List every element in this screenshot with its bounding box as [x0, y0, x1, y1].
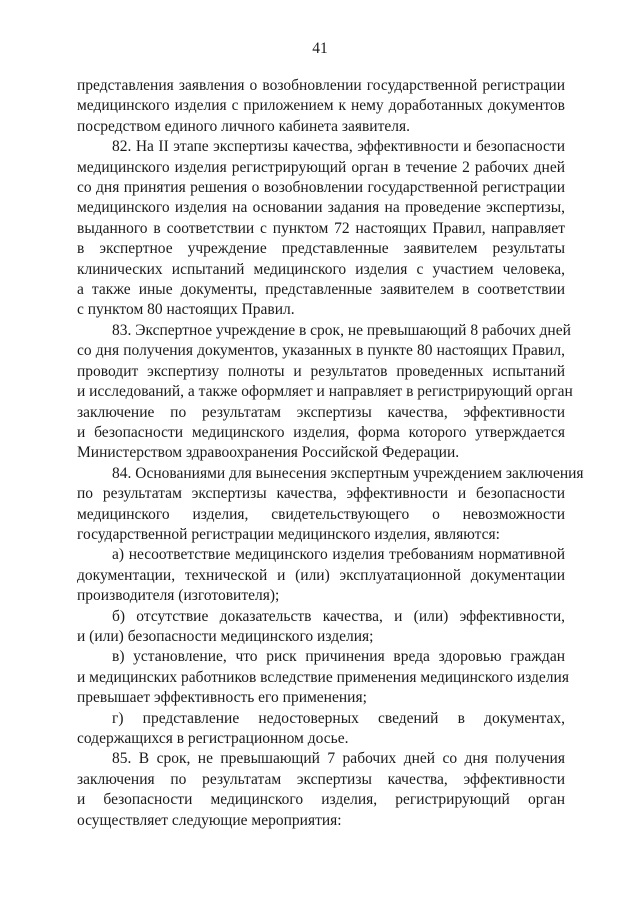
text-line: осуществляет следующие мероприятия: — [77, 811, 342, 829]
text-line: в экспертное учреждение представленные заявителем результаты — [77, 240, 565, 258]
text-line: и исследований, а также оформляет и направляет в регистрирующий орган — [77, 383, 573, 401]
document-body — [77, 76, 584, 831]
text-line: а также иные документы, представленные заявителем в соответствии — [77, 281, 565, 299]
text-line: 84. Основаниями для вынесения экспертным учреждением заключения — [112, 464, 584, 482]
text-line: производителя (изготовителя); — [77, 587, 280, 605]
paragraph-continuation — [77, 76, 565, 137]
text-line: и медицинских работников вследствие применения медицинского изделия — [77, 668, 569, 686]
text-line: медицинского изделия, свидетельствующего о невозможности — [77, 505, 565, 523]
paragraph-82 — [77, 137, 565, 321]
text-line: медицинского изделия с приложением к нему доработанных документов — [77, 97, 565, 115]
text-line: 83. Экспертное учреждение в срок, не превышающий 8 рабочих дней — [112, 321, 571, 339]
text-line: Министерством здравоохранения Российской Федерации. — [77, 444, 460, 462]
text-line: и безопасности медицинского изделия, регистрирующий орган — [77, 791, 565, 809]
text-line: медицинского изделия регистрирующий орган в течение 2 рабочих дней — [77, 158, 565, 176]
text-line: заключения по результатам экспертизы качества, эффективности — [77, 770, 565, 788]
text-line: посредством единого личного кабинета заявителя. — [77, 117, 410, 135]
text-line: б) отсутствие доказательств качества, и (или) эффективности, — [112, 607, 565, 625]
text-line: и (или) безопасности медицинского изделия; — [77, 627, 374, 645]
text-line: проводит экспертизу полноты и результатов проведенных испытаний — [77, 362, 565, 380]
text-line: медицинского изделия на основании задания на проведение экспертизы, — [77, 199, 565, 217]
text-line: по результатам экспертизы качества, эффективности и безопасности — [77, 485, 565, 503]
text-line: представления заявления о возобновлении государственной регистрации — [77, 77, 565, 94]
text-line: с пунктом 80 настоящих Правил. — [77, 301, 295, 319]
text-line: 85. В срок, не превышающий 7 рабочих дней со дня получения — [112, 750, 565, 768]
paragraph-84 — [77, 464, 584, 546]
text-line: клинических испытаний медицинского изделия с участием человека, — [77, 260, 565, 278]
text-line: выданного в соответствии с пунктом 72 настоящих Правил, направляет — [77, 219, 565, 237]
list-item-v — [77, 647, 569, 708]
text-line: документации, технической и (или) эксплуатационной документации — [77, 566, 565, 584]
text-line: 82. На II этапе экспертизы качества, эффективности и безопасности — [112, 138, 565, 156]
list-item-a — [77, 545, 565, 606]
text-line: в) установление, что риск причинения вреда здоровью граждан — [112, 648, 565, 666]
text-line: со дня получения документов, указанных в пункте 80 настоящих Правил, — [77, 342, 565, 360]
paragraph-83 — [77, 321, 573, 464]
text-line: а) несоответствие медицинского изделия требованиям нормативной — [112, 546, 565, 564]
text-line: и безопасности медицинского изделия, форма которого утверждается — [77, 423, 565, 441]
list-item-b — [77, 607, 565, 648]
text-line: заключение по результатам экспертизы качества, эффективности — [77, 403, 565, 421]
page-number: 41 — [312, 40, 328, 57]
text-line: государственной регистрации медицинского изделия, являются: — [77, 525, 500, 543]
text-line: г) представление недостоверных сведений в документах, — [112, 709, 565, 727]
list-item-g — [77, 709, 565, 750]
text-line: содержащихся в регистрационном досье. — [77, 730, 349, 747]
text-line: со дня принятия решения о возобновлении государственной регистрации — [77, 179, 565, 197]
paragraph-85 — [77, 749, 565, 831]
text-line: превышает эффективность его применения; — [77, 689, 367, 707]
